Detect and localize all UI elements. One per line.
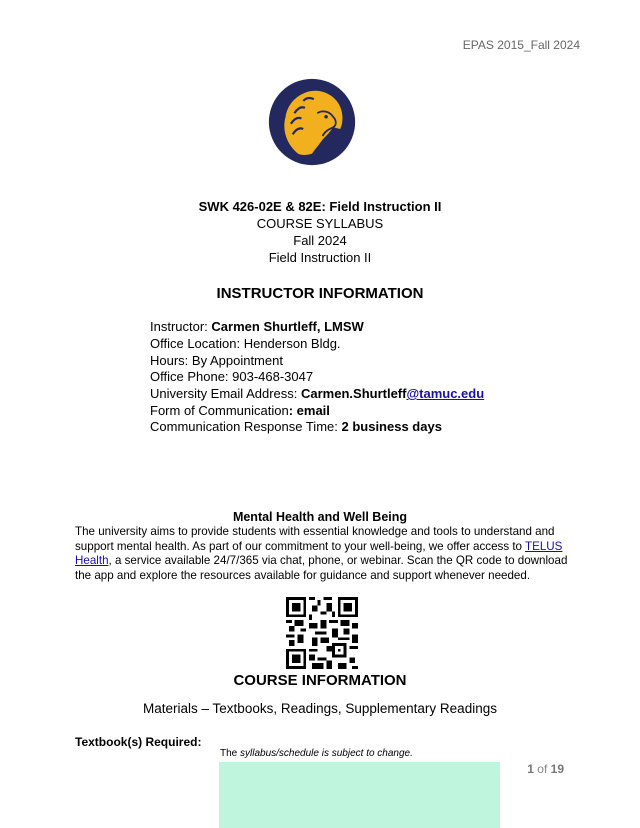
course-code-title: SWK 426-02E & 82E: Field Instruction II xyxy=(198,199,442,214)
schedule-note-italic: syllabus/schedule is subject to change. xyxy=(240,748,413,759)
email-domain: @tamuc.edu xyxy=(406,386,485,401)
highlight-box xyxy=(219,762,500,828)
instructor-section-heading: INSTRUCTOR INFORMATION xyxy=(216,285,424,302)
page-current: 1 xyxy=(527,762,534,776)
mental-health-paragraph xyxy=(75,525,575,583)
textbook-required-label: Textbook(s) Required: xyxy=(75,735,202,749)
materials-subheading: Materials – Textbooks, Readings, Supplementary Readings xyxy=(143,701,497,716)
mental-health-heading: Mental Health and Well Being xyxy=(232,510,408,524)
lion-head-logo-icon xyxy=(268,78,356,166)
page-number xyxy=(527,762,564,776)
email-user: Carmen.Shurtleff xyxy=(301,386,407,401)
telus-health-link[interactable]: TELUS Health xyxy=(75,539,563,568)
page-total: 19 xyxy=(550,762,564,776)
response-time-label: Communication Response Time: xyxy=(150,419,342,434)
course-subtitle: Field Instruction II xyxy=(268,250,372,265)
office-phone: Office Phone: 903-468-3047 xyxy=(150,369,314,384)
schedule-change-note xyxy=(220,748,413,759)
schedule-note-prefix: The xyxy=(220,748,241,759)
communication-form-value: : email xyxy=(288,403,330,418)
communication-form-label: Form of Communication xyxy=(150,403,289,418)
response-time-line xyxy=(150,418,442,435)
email-label: University Email Address: xyxy=(150,386,301,401)
course-info-heading: COURSE INFORMATION xyxy=(233,672,407,689)
instructor-name: Carmen Shurtleff, LMSW xyxy=(211,319,364,334)
qr-code-icon[interactable] xyxy=(286,597,358,669)
mental-health-text-1: The university aims to provide students with essential knowledge and tools to understand and support mental health. As part of our commitment to your well-being, we offer access to xyxy=(75,525,555,553)
email-link[interactable] xyxy=(406,386,484,401)
document-header-tag: EPAS 2015_Fall 2024 xyxy=(462,38,580,52)
page-of-label: of xyxy=(533,762,551,776)
communication-form-line xyxy=(150,402,330,419)
response-time-value: 2 business days xyxy=(341,419,442,434)
course-doc-type: COURSE SYLLABUS xyxy=(256,216,384,231)
mental-health-text-2: , a service available 24/7/365 via chat, phone, or webinar. Scan the QR code to download the app and explore the resources available for guidance and support whenever needed. xyxy=(75,554,568,582)
office-hours: Hours: By Appointment xyxy=(150,353,283,368)
instructor-label: Instructor: xyxy=(150,319,212,334)
instructor-line xyxy=(150,318,364,335)
course-term: Fall 2024 xyxy=(293,233,347,248)
email-line xyxy=(150,385,484,402)
office-location: Office Location: Henderson Bldg. xyxy=(150,336,341,351)
